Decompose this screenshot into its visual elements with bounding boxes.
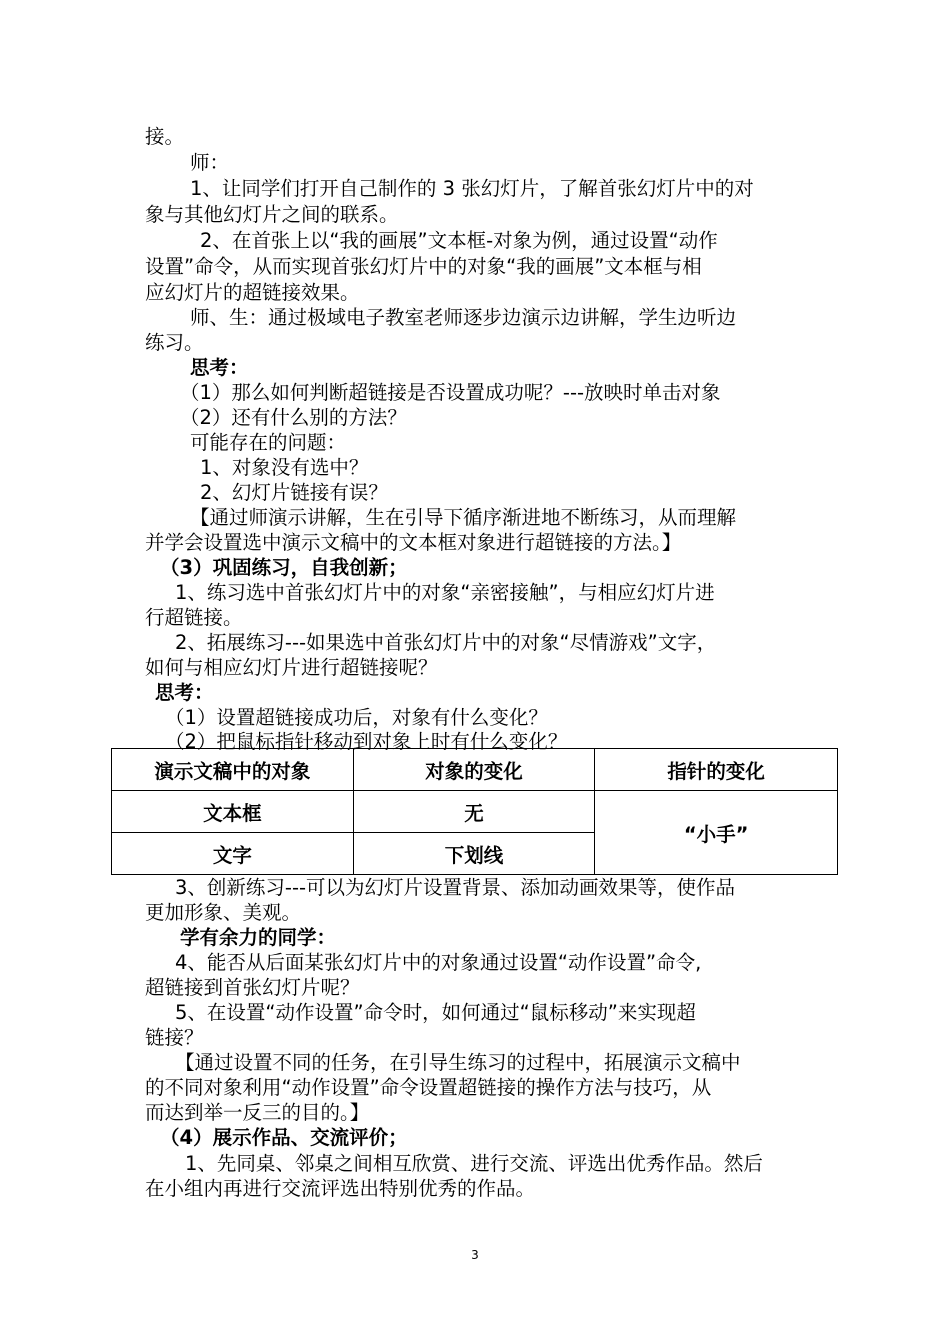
- text-line: 练习。: [145, 331, 204, 354]
- text-line: （1）设置超链接成功后，对象有什么变化？: [165, 706, 548, 729]
- table-header-row: [112, 749, 838, 791]
- text-line: 2、在首张上以“我的画展”文本框-对象为例，通过设置“动作: [200, 229, 718, 252]
- text-line: 并学会设置选中演示文稿中的文本框对象进行超链接的方法。】: [145, 531, 682, 554]
- table-cell: 无: [353, 791, 595, 833]
- heading-think: 思考：: [155, 681, 214, 704]
- text-line: 象与其他幻灯片之间的联系。: [145, 203, 399, 226]
- text-line: 更加形象、美观。: [145, 901, 302, 924]
- text-line: 的不同对象利用“动作设置”命令设置超链接的操作方法与技巧，从: [145, 1076, 712, 1099]
- text-line: 【通过设置不同的任务，在引导生练习的过程中，拓展演示文稿中: [175, 1051, 741, 1074]
- text-line: 行超链接。: [145, 606, 243, 629]
- text-line: 可能存在的问题：: [190, 431, 347, 454]
- text-line: 而达到举一反三的目的。】: [145, 1101, 370, 1124]
- heading-think: 思考：: [190, 356, 249, 379]
- page-number: 3: [471, 1248, 479, 1262]
- text-line: 在小组内再进行交流评选出特别优秀的作品。: [145, 1177, 536, 1200]
- text-line: 1、对象没有选中？: [200, 456, 369, 479]
- text-line: 1、先同桌、邻桌之间相互欣赏、进行交流、评选出优秀作品。然后: [185, 1152, 763, 1175]
- table-header-cell: 对象的变化: [353, 749, 595, 791]
- text-line: 师：: [190, 151, 230, 174]
- table-cell: 文字: [112, 833, 354, 875]
- text-line: 1、让同学们打开自己制作的 3 张幻灯片，了解首张幻灯片中的对: [190, 177, 754, 200]
- text-line: （1）那么如何判断超链接是否设置成功呢？---放映时单击对象: [180, 381, 721, 404]
- table-header-cell: 演示文稿中的对象: [112, 749, 354, 791]
- text-line: （2）还有什么别的方法？: [180, 406, 407, 429]
- text-line: 链接？: [145, 1026, 204, 1049]
- text-line: 超链接到首张幻灯片呢？: [145, 976, 360, 999]
- table-header-cell: 指针的变化: [595, 749, 838, 791]
- text-line: 如何与相应幻灯片进行超链接呢？: [145, 656, 438, 679]
- text-line: 4、能否从后面某张幻灯片中的对象通过设置“动作设置”命令,: [175, 951, 702, 974]
- table-cell: 文本框: [112, 791, 354, 833]
- text-line: 2、幻灯片链接有误？: [200, 481, 388, 504]
- table-cell-merged: “小手”: [595, 791, 838, 875]
- table-cell: 下划线: [353, 833, 595, 875]
- text-line: 2、拓展练习---如果选中首张幻灯片中的对象“尽情游戏”文字，: [175, 631, 717, 654]
- table-row: [112, 791, 838, 833]
- object-change-table: [111, 748, 838, 875]
- text-line: 师、生：通过极域电子教室老师逐步边演示边讲解，学生边听边: [190, 306, 737, 329]
- text-line: 设置”命令，从而实现首张幻灯片中的对象“我的画展”文本框与相: [145, 255, 702, 278]
- text-line: 应幻灯片的超链接效果。: [145, 281, 360, 304]
- text-line: 5、在设置“动作设置”命令时，如何通过“鼠标移动”来实现超: [175, 1001, 696, 1024]
- section-heading-3: （3）巩固练习，自我创新；: [160, 556, 408, 579]
- section-heading-4: （4）展示作品、交流评价；: [160, 1126, 408, 1149]
- text-line: 【通过师演示讲解，生在引导下循序渐进地不断练习，从而理解: [190, 506, 737, 529]
- text-line: 1、练习选中首张幻灯片中的对象“亲密接触”，与相应幻灯片进: [175, 581, 715, 604]
- text-line: 3、创新练习---可以为幻灯片设置背景、添加动画效果等，使作品: [175, 876, 736, 899]
- text-line: （2）把鼠标指针移动到对象上时有什么变化？: [165, 730, 568, 753]
- text-line: 接。: [145, 125, 185, 148]
- heading-advanced: 学有余力的同学：: [180, 926, 337, 949]
